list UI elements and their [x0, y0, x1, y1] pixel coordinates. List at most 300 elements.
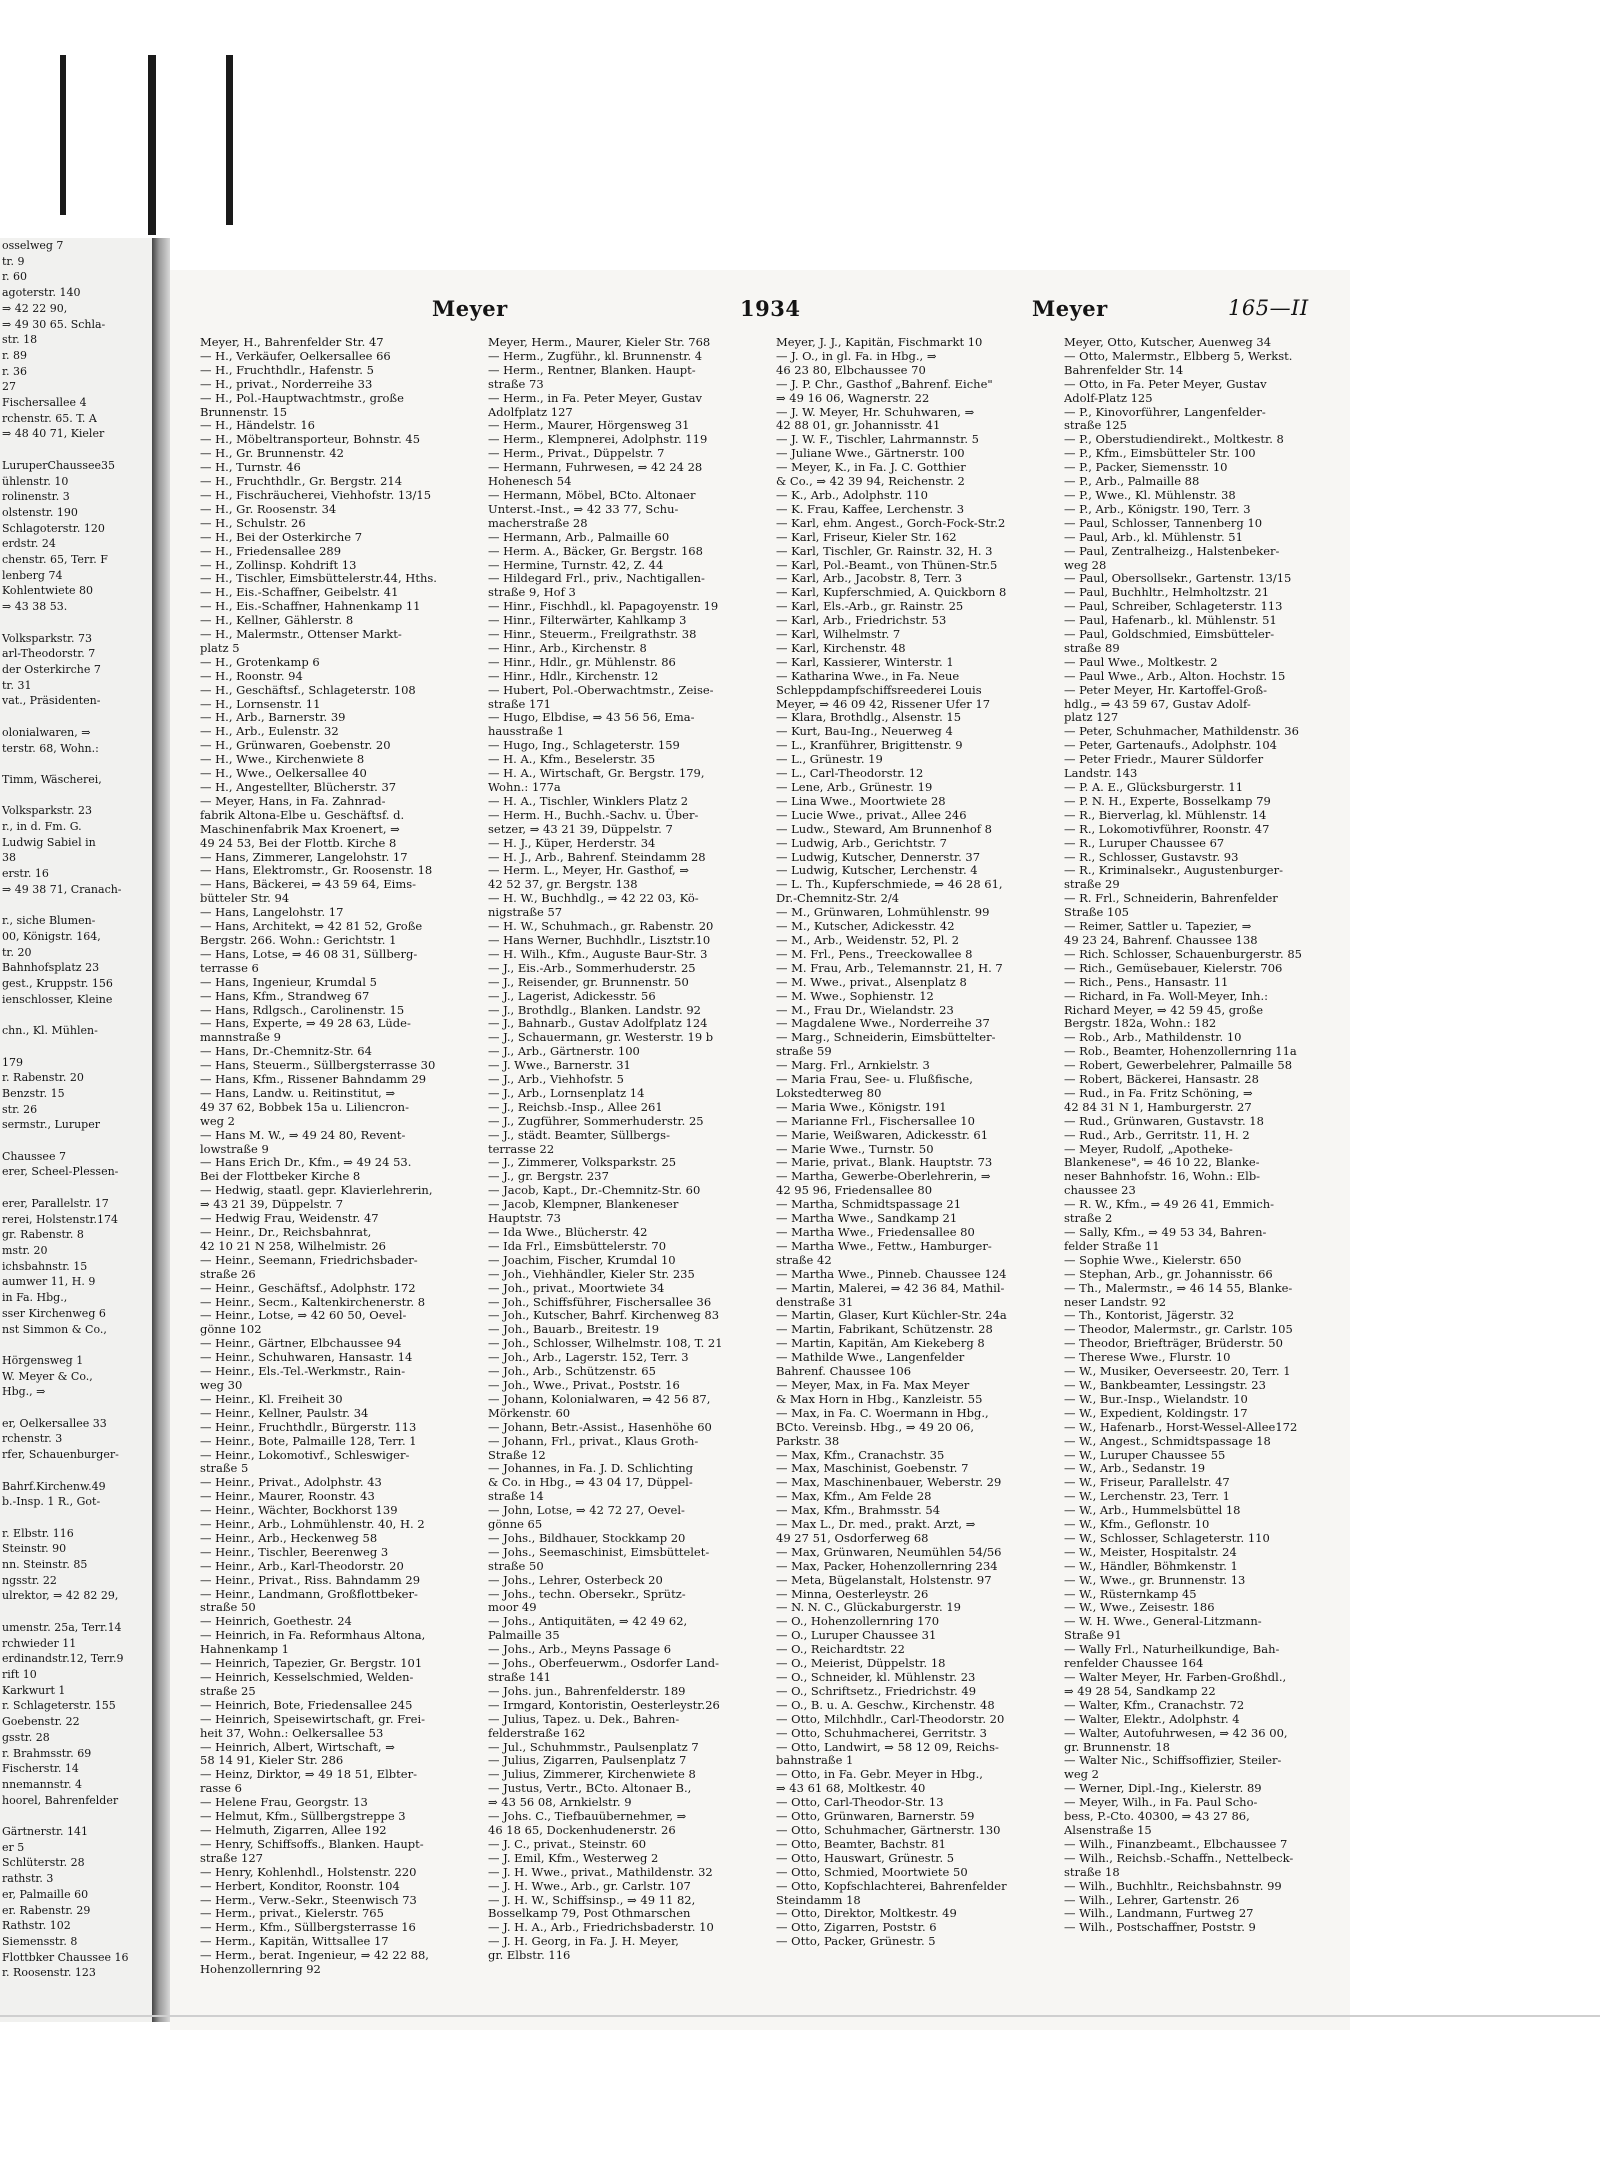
directory-entry: — H., Geschäftsf., Schlageterstr. 108 — [200, 682, 416, 697]
directory-entry: straße 50 — [488, 1558, 544, 1573]
directory-entry: — Max, in Fa. C. Woermann in Hbg., — [776, 1405, 989, 1420]
directory-entry: — Julius, Tapez. u. Dek., Bahren- — [488, 1711, 680, 1726]
directory-entry: — Karl, ehm. Angest., Gorch-Fock-Str.2 — [776, 515, 1006, 530]
directory-entry: & Co. in Hbg., ⇒ 43 04 17, Düppel- — [488, 1475, 693, 1490]
directory-entry: — J. P. Chr., Gasthof „Bahrenf. Eiche" — [776, 376, 993, 391]
left-page-line: 00, Königstr. 164, — [2, 929, 101, 943]
left-page-line: er. Rabenstr. 29 — [2, 1903, 91, 1917]
scan-edge-left — [60, 55, 66, 215]
directory-entry: — Maria Frau, See- u. Flußfische, — [776, 1072, 973, 1087]
left-page-line: Rathstr. 102 — [2, 1919, 71, 1933]
directory-entry: — H., Eis.-Schaffner, Hahnenkamp 11 — [200, 599, 421, 614]
directory-entry: — H., Tischler, Eimsbüttelerstr.44, Hths. — [200, 571, 437, 586]
left-page-line: mstr. 20 — [2, 1244, 48, 1257]
directory-column-1 — [200, 336, 482, 1977]
directory-entry: — Martin, Malerei, ⇒ 42 36 84, Mathil- — [776, 1280, 1005, 1295]
directory-entry: — Ludwig, Kutscher, Lerchenstr. 4 — [776, 863, 978, 878]
directory-entry: — Max, Kfm., Am Felde 28 — [776, 1489, 932, 1504]
directory-entry: — Joh., Schiffsführer, Fischersallee 36 — [488, 1294, 712, 1309]
left-page-line: ngsstr. 22 — [2, 1573, 57, 1587]
page-header — [170, 270, 1350, 330]
directory-entry: neser Landstr. 92 — [1064, 1294, 1167, 1309]
directory-entry: — Otto, Milchhdlr., Carl-Theodorstr. 20 — [776, 1711, 1005, 1726]
directory-entry: straße 127 — [200, 1850, 263, 1865]
directory-entry: — Heinr., Dr., Reichsbahnrat, — [200, 1225, 372, 1239]
directory-entry: — Max, Grünwaren, Neumühlen 54/56 — [776, 1544, 1002, 1559]
directory-entry: — Marianne Frl., Fischersallee 10 — [776, 1113, 975, 1128]
directory-entry: — W., Schlosser, Schlageterstr. 110 — [1064, 1530, 1270, 1545]
directory-entry: — Herm., Kfm., Süllbergsterrasse 16 — [200, 1920, 416, 1935]
directory-entry: — W., Musiker, Oeverseestr. 20, Terr. 1 — [1064, 1364, 1291, 1379]
left-page-line: lenberg 74 — [2, 568, 63, 582]
directory-entry: — J., Arb., Gärtnerstr. 100 — [488, 1044, 640, 1059]
directory-entry: — Karl, Els.-Arb., gr. Rainstr. 25 — [776, 599, 964, 614]
directory-entry: — J. H. Wwe., Arb., gr. Carlstr. 107 — [488, 1878, 691, 1893]
scan-edge-right — [226, 55, 233, 225]
directory-entry: — W., Friseur, Parallelstr. 47 — [1064, 1475, 1230, 1490]
directory-entry: — Karl, Arb., Jacobstr. 8, Terr. 3 — [776, 571, 963, 586]
directory-entry: — Martin, Fabrikant, Schützenstr. 28 — [776, 1322, 993, 1337]
directory-entry: — Lina Wwe., Moortwiete 28 — [776, 793, 946, 808]
left-page-line: hoorel, Bahrenfelder — [2, 1793, 119, 1807]
directory-entry: — Heinrich, Bote, Friedensallee 245 — [200, 1697, 413, 1712]
directory-entry: — H., Händelstr. 16 — [200, 418, 315, 433]
directory-entry: — H., Gr. Brunnenstr. 42 — [200, 446, 344, 461]
directory-entry: — W., Luruper Chaussee 55 — [1064, 1447, 1226, 1462]
directory-entry: — Julius, Zimmerer, Kirchenwiete 8 — [488, 1767, 696, 1782]
directory-entry: — Heinr., Lokomotivf., Schleswiger- — [200, 1447, 410, 1462]
directory-entry: — P., Packer, Siemensstr. 10 — [1064, 460, 1228, 475]
directory-entry: — Otto, Landwirt, ⇒ 58 12 09, Reichs- — [776, 1739, 999, 1754]
directory-entry: Unterst.-Inst., ⇒ 42 33 77, Schu- — [488, 501, 679, 516]
left-page-line: r. Elbstr. 116 — [2, 1526, 74, 1540]
directory-entry: — R., Luruper Chaussee 67 — [1064, 835, 1225, 850]
directory-entry: — Otto, Carl-Theodor-Str. 13 — [776, 1795, 944, 1810]
directory-entry: — H., Fruchthdlr., Gr. Bergstr. 214 — [200, 474, 403, 489]
page-number: 165—II — [1228, 296, 1309, 320]
left-page-line: Gärtnerstr. 141 — [2, 1825, 88, 1839]
directory-entry: — K., Arb., Adolphstr. 110 — [776, 487, 928, 502]
left-page-line: W. Meyer & Co., — [2, 1369, 93, 1383]
left-page-line: osselweg 7 — [2, 239, 64, 252]
directory-entry: Straße 105 — [1064, 905, 1129, 920]
left-page-line: ⇒ 42 22 90, — [2, 301, 68, 315]
directory-entry: — Rud., in Fa. Fritz Schöning, ⇒ — [1064, 1085, 1253, 1100]
directory-entry: — Hermann, Fuhrwesen, ⇒ 42 24 28 — [488, 460, 703, 475]
directory-entry: — Sally, Kfm., ⇒ 49 53 34, Bahren- — [1064, 1225, 1267, 1239]
directory-entry: — Rud., Arb., Gerritstr. 11, H. 2 — [1064, 1127, 1250, 1142]
directory-entry: — H., Bei der Osterkirche 7 — [200, 529, 363, 544]
directory-entry: — Hedwig, staatl. gepr. Klavierlehrerin, — [200, 1183, 433, 1198]
left-page-line: r. Schlageterstr. 155 — [2, 1699, 116, 1713]
directory-entry: — Heinrich, Tapezier, Gr. Bergstr. 101 — [200, 1656, 423, 1671]
directory-entry: & Max Horn in Hbg., Kanzleistr. 55 — [776, 1391, 983, 1406]
directory-entry: — M. Wwe., privat., Alsenplatz 8 — [776, 974, 967, 989]
left-page-line: Fischersallee 4 — [2, 396, 87, 410]
left-page-line — [0, 709, 152, 725]
directory-entry: — Rich., Gemüsebauer, Kielerstr. 706 — [1064, 960, 1283, 975]
directory-entry: straße 2 — [1064, 1211, 1113, 1226]
directory-entry: Maschinenfabrik Max Kroenert, ⇒ — [200, 821, 400, 836]
directory-entry: — J., Reisender, gr. Brunnenstr. 50 — [488, 974, 689, 989]
directory-entry: — Martin, Glaser, Kurt Küchler-Str. 24a — [776, 1308, 1007, 1323]
left-page-fragment — [0, 238, 154, 2022]
directory-entry: straße 9, Hof 3 — [488, 585, 576, 600]
header-year: 1934 — [740, 296, 801, 321]
directory-entry: — O., Hohenzollernring 170 — [776, 1614, 940, 1629]
left-page-lines — [0, 238, 152, 1981]
directory-entry: — Otto, Packer, Grünestr. 5 — [776, 1934, 936, 1949]
directory-entry: Bahrenf. Chaussee 106 — [776, 1364, 912, 1379]
directory-entry: — H. J., Arb., Bahrenf. Steindamm 28 — [488, 849, 706, 864]
directory-entry: Palmaille 35 — [488, 1628, 560, 1643]
directory-entry: — Julius, Zigarren, Paulsenplatz 7 — [488, 1753, 687, 1768]
directory-entry: — J. W. Meyer, Hr. Schuhwaren, ⇒ — [776, 404, 975, 419]
directory-entry: — Heinrich, Speisewirtschaft, gr. Frei- — [200, 1711, 426, 1726]
directory-entry: — H., Wwe., Kirchenwiete 8 — [200, 752, 365, 767]
directory-entry: — Karl, Tischler, Gr. Rainstr. 32, H. 3 — [776, 543, 993, 558]
directory-entry: — Heinr., Privat., Adolphstr. 43 — [200, 1475, 382, 1490]
directory-entry: — Karl, Kupferschmied, A. Quickborn 8 — [776, 585, 1007, 600]
directory-entry: — Joachim, Fischer, Krumdal 10 — [488, 1252, 676, 1267]
directory-entry: — Magdalene Wwe., Norderreihe 37 — [776, 1016, 990, 1031]
directory-entry: — P., Arb., Palmaille 88 — [1064, 474, 1200, 489]
directory-entry: bess, P.-Cto. 40300, ⇒ 43 27 86, — [1064, 1809, 1250, 1824]
directory-entry: — Paul, Schreiber, Schlageterstr. 113 — [1064, 599, 1283, 614]
left-page-line: tr. 9 — [2, 254, 25, 268]
directory-entry: — Walter Nic., Schiffsoffizier, Steiler- — [1064, 1753, 1282, 1768]
directory-entry: — Sophie Wwe., Kielerstr. 650 — [1064, 1252, 1242, 1267]
directory-entry: — P., Oberstudiendirekt., Moltkestr. 8 — [1064, 432, 1284, 447]
left-page-line: LuruperChaussee35 — [2, 458, 115, 472]
header-left-name: Meyer — [432, 296, 508, 321]
directory-entry: — Herm., berat. Ingenieur, ⇒ 42 22 88, — [200, 1948, 429, 1963]
directory-entry: Steindamm 18 — [776, 1892, 861, 1907]
directory-entry: — Wilh., Landmann, Furtweg 27 — [1064, 1906, 1254, 1921]
directory-entry: — J., Zugführer, Sommerhuderstr. 25 — [488, 1113, 704, 1128]
directory-entry: — Hans, Bäckerei, ⇒ 43 59 64, Eims- — [200, 877, 417, 892]
directory-entry: — Heinrich, in Fa. Reformhaus Altona, — [200, 1628, 426, 1643]
directory-entry: — W., Händler, Böhmkenstr. 1 — [1064, 1558, 1238, 1573]
left-page-line: nst Simmon & Co., — [2, 1322, 107, 1336]
directory-entry: mannstraße 9 — [200, 1030, 281, 1045]
directory-entry: — Meyer, Max, in Fa. Max Meyer — [776, 1377, 970, 1392]
directory-entry: — Heinr., Bote, Palmaille 128, Terr. 1 — [200, 1433, 417, 1448]
directory-entry: heit 37, Wohn.: Oelkersallee 53 — [200, 1725, 384, 1740]
directory-entry: — H. W., Schuhmach., gr. Rabenstr. 20 — [488, 919, 714, 934]
directory-entry: — H., Zollinsp. Kohdrift 13 — [200, 557, 357, 572]
directory-entry: — Johs., techn. Obersekr., Sprütz- — [488, 1586, 686, 1601]
directory-entry: — Hans Werner, Buchhdlr., Lisztstr.10 — [488, 932, 711, 947]
left-page-line: Hörgensweg 1 — [2, 1353, 84, 1367]
directory-entry: — Walter, Elektr., Adolphstr. 4 — [1064, 1711, 1240, 1726]
directory-entry: — W., Kfm., Geflonstr. 10 — [1064, 1517, 1210, 1532]
directory-entry: — Henry, Schiffsoffs., Blanken. Haupt- — [200, 1836, 424, 1851]
directory-entry: — O., Reichardtstr. 22 — [776, 1642, 905, 1657]
directory-entry: — M., Kutscher, Adickesstr. 42 — [776, 919, 955, 934]
directory-entry: — W., Arb., Sedanstr. 19 — [1064, 1461, 1206, 1476]
left-page-line: Schlüterstr. 28 — [2, 1856, 85, 1870]
left-page-line: rchenstr. 3 — [2, 1432, 63, 1446]
directory-entry: — J., Lagerist, Adickesstr. 56 — [488, 988, 656, 1003]
directory-entry: — Richard, in Fa. Woll-Meyer, Inh.: — [1064, 988, 1268, 1003]
directory-entry: — J. O., in gl. Fa. in Hbg., ⇒ — [776, 348, 937, 363]
directory-entry: — O., Meierist, Düppelstr. 18 — [776, 1656, 946, 1671]
directory-entry: — K. Frau, Kaffee, Lerchenstr. 3 — [776, 501, 965, 516]
directory-entry: — Klara, Brothdlg., Alsenstr. 15 — [776, 710, 962, 725]
directory-entry: — Joh., Kutscher, Bahrf. Kirchenweg 83 — [488, 1308, 720, 1323]
directory-entry: 42 10 21 N 258, Wilhelmistr. 26 — [200, 1238, 386, 1253]
left-page-line: 179 — [2, 1055, 23, 1069]
directory-entry: — Robert, Bäckerei, Hansastr. 28 — [1064, 1072, 1259, 1087]
left-page-line: ulrektor, ⇒ 42 82 29, — [2, 1589, 119, 1603]
left-page-line: r. 36 — [2, 364, 28, 378]
directory-entry: — Otto, Schmied, Moortwiete 50 — [776, 1864, 968, 1879]
left-page-line: ⇒ 49 38 71, Cranach- — [2, 882, 122, 896]
directory-entry: — P., Kinovorführer, Langenfelder- — [1064, 404, 1266, 419]
directory-entry: hdlg., ⇒ 43 59 67, Gustav Adolf- — [1064, 696, 1251, 711]
directory-entry: straße 25 — [200, 1683, 256, 1698]
directory-entry: platz 127 — [1064, 710, 1119, 725]
directory-entry: — H. Wilh., Kfm., Auguste Baur-Str. 3 — [488, 946, 708, 961]
directory-entry: — Wilh., Reichsb.-Schaffn., Nettelbeck- — [1064, 1850, 1294, 1865]
directory-entry: Dr.-Chemnitz-Str. 2/4 — [776, 891, 900, 906]
directory-entry: — Helene Frau, Georgstr. 13 — [200, 1795, 368, 1810]
left-page-line: rchenstr. 65. T. A — [2, 411, 97, 425]
directory-entry: — Max, Kfm., Brahmsstr. 54 — [776, 1503, 941, 1518]
directory-entry: rasse 6 — [200, 1781, 242, 1796]
directory-entry: straße 141 — [488, 1670, 551, 1684]
directory-entry: — Hans, Kfm., Rissener Bahndamm 29 — [200, 1072, 427, 1087]
directory-entry: — Paul, Goldschmied, Eimsbütteler- — [1064, 627, 1275, 642]
directory-entry: — H., Kellner, Gählerstr. 8 — [200, 613, 354, 628]
directory-entry: Bosselkamp 79, Post Othmarschen — [488, 1906, 691, 1921]
directory-entry: — Werner, Dipl.-Ing., Kielerstr. 89 — [1064, 1781, 1262, 1796]
directory-entry: & Co., ⇒ 42 39 94, Reichenstr. 2 — [776, 474, 965, 489]
directory-entry: — Helmut, Kfm., Süllbergstreppe 3 — [200, 1809, 406, 1824]
directory-entry: — Jacob, Klempner, Blankeneser — [488, 1197, 679, 1212]
directory-entry: Bergstr. 266. Wohn.: Gerichtstr. 1 — [200, 932, 397, 947]
directory-entry: — W., Bankbeamter, Lessingstr. 23 — [1064, 1377, 1266, 1392]
directory-entry: — Robert, Gewerbelehrer, Palmaille 58 — [1064, 1058, 1293, 1073]
directory-entry: ⇒ 43 61 68, Moltkestr. 40 — [776, 1781, 926, 1796]
directory-entry: straße 125 — [1064, 418, 1127, 433]
directory-entry: — J., Brothdlg., Blanken. Landstr. 92 — [488, 1002, 701, 1017]
directory-entry: — L., Carl-Theodorstr. 12 — [776, 766, 924, 781]
directory-entry: straße 29 — [1064, 877, 1120, 892]
directory-entry: Bei der Flottbeker Kirche 8 — [200, 1169, 361, 1184]
directory-entry: 49 37 62, Bobbek 15a u. Liliencron- — [200, 1099, 409, 1114]
directory-entry: — Joh., Arb., Schützenstr. 65 — [488, 1364, 656, 1379]
directory-entry: BCto. Vereinsb. Hbg., ⇒ 49 20 06, — [776, 1419, 975, 1434]
directory-entry: — J. H. Wwe., privat., Mathildenstr. 32 — [488, 1864, 713, 1879]
directory-entry: Bergstr. 182a, Wohn.: 182 — [1064, 1016, 1217, 1031]
directory-entry: — Hans, Experte, ⇒ 49 28 63, Lüde- — [200, 1016, 411, 1031]
directory-entry: — W., Expedient, Koldingstr. 17 — [1064, 1405, 1248, 1420]
directory-entry: ⇒ 43 21 39, Düppelstr. 7 — [200, 1197, 344, 1212]
directory-column-3 — [776, 336, 1058, 1949]
directory-entry: — Mathilde Wwe., Langenfelder — [776, 1350, 965, 1365]
directory-entry: — Ludwig, Arb., Gerichtstr. 7 — [776, 835, 947, 850]
left-page-line: Benzstr. 15 — [2, 1086, 65, 1100]
directory-entry: — Martha Wwe., Friedensallee 80 — [776, 1225, 975, 1239]
directory-entry: Meyer, J. J., Kapitän, Fischmarkt 10 — [776, 336, 983, 349]
left-page-line: sermstr., Luruper — [2, 1118, 100, 1132]
directory-entry: — Theodor, Briefträger, Brüderstr. 50 — [1064, 1336, 1283, 1351]
directory-entry: — Peter Friedr., Maurer Süldorfer — [1064, 752, 1264, 767]
directory-entry: gönne 65 — [488, 1517, 543, 1532]
directory-entry: — Johann, Frl., privat., Klaus Groth- — [488, 1433, 699, 1448]
directory-entry: — Justus, Vertr., BCto. Altonaer B., — [488, 1781, 692, 1796]
directory-entry: — J., Reichsb.-Insp., Allee 261 — [488, 1099, 663, 1114]
directory-entry: — Herm., privat., Kielerstr. 765 — [200, 1906, 384, 1921]
directory-entry: Lokstedterweg 80 — [776, 1085, 882, 1100]
directory-entry: — Heinr., Wächter, Bockhorst 139 — [200, 1503, 398, 1518]
directory-entry: — Reimer, Sattler u. Tapezier, ⇒ — [1064, 919, 1252, 934]
directory-entry: — Minna, Oesterleystr. 26 — [776, 1586, 929, 1601]
directory-entry: — P., Arb., Königstr. 190, Terr. 3 — [1064, 501, 1251, 516]
directory-entry: weg 28 — [1064, 557, 1107, 572]
directory-entry: — Th., Malermstr., ⇒ 46 14 55, Blanke- — [1064, 1280, 1293, 1295]
directory-entry: — Hans, Dr.-Chemnitz-Str. 64 — [200, 1044, 372, 1059]
directory-entry: — W., Hafenarb., Horst-Wessel-Allee172 — [1064, 1419, 1298, 1434]
directory-entry: — Heinr., Geschäftsf., Adolphstr. 172 — [200, 1280, 416, 1295]
directory-entry: Meyer, Herm., Maurer, Kieler Str. 768 — [488, 336, 711, 349]
directory-entry: — Peter, Schuhmacher, Mathildenstr. 36 — [1064, 724, 1299, 739]
directory-entry: — Heinrich, Goethestr. 24 — [200, 1614, 352, 1629]
directory-entry: — Karl, Wilhelmstr. 7 — [776, 627, 901, 642]
directory-entry: — J., Eis.-Arb., Sommerhuderstr. 25 — [488, 960, 696, 975]
left-page-line: Ludwig Sabiel in — [2, 835, 96, 849]
directory-entry: — H., privat., Norderreihe 33 — [200, 376, 373, 391]
directory-entry: — Joh., Schlosser, Wilhelmstr. 108, T. 21 — [488, 1336, 723, 1351]
left-page-line: erer, Scheel-Plessen- — [2, 1165, 119, 1179]
directory-entry: — Max, Maschinenbauer, Weberstr. 29 — [776, 1475, 1002, 1490]
directory-entry: — J., Bahnarb., Gustav Adolfplatz 124 — [488, 1016, 708, 1031]
directory-entry: — Karl, Friseur, Kieler Str. 162 — [776, 529, 957, 544]
directory-entry: Meyer, H., Bahrenfelder Str. 47 — [200, 336, 384, 349]
left-page-line: arl-Theodorstr. 7 — [2, 647, 96, 661]
directory-entry: — Otto, Schuhmacherei, Gerritstr. 3 — [776, 1725, 987, 1740]
directory-entry: — M. Frl., Pens., Treeckowallee 8 — [776, 946, 973, 961]
left-page-line: 38 — [2, 851, 16, 865]
directory-entry: — H., Pol.-Hauptwachtmstr., große — [200, 390, 404, 405]
directory-entry: — Joh., Arb., Lagerstr. 152, Terr. 3 — [488, 1350, 689, 1365]
directory-entry: — Jul., Schuhmmstr., Paulsenplatz 7 — [488, 1739, 699, 1754]
directory-entry: — H., Arb., Barnerstr. 39 — [200, 710, 346, 725]
directory-entry: — Heinz, Dirktor, ⇒ 49 18 51, Elbter- — [200, 1767, 417, 1782]
directory-entry: — Wilh., Buchhltr., Reichsbahnstr. 99 — [1064, 1878, 1282, 1893]
directory-entry: — Paul, Arb., kl. Mühlenstr. 51 — [1064, 529, 1243, 544]
directory-entry: — Johs., Antiquitäten, ⇒ 42 49 62, — [488, 1614, 688, 1629]
directory-entry: — Heinr., Privat., Riss. Bahndamm 29 — [200, 1572, 421, 1587]
directory-entry: — W., Rüsternkamp 45 — [1064, 1586, 1197, 1601]
directory-entry: gr. Brunnenstr. 18 — [1064, 1739, 1170, 1754]
directory-entry: — Otto, Direktor, Moltkestr. 49 — [776, 1906, 957, 1921]
directory-entry: — J. W. F., Tischler, Lahrmannstr. 5 — [776, 432, 979, 447]
directory-entry: macherstraße 28 — [488, 515, 588, 530]
directory-entry: — Marg. Frl., Arnkielstr. 3 — [776, 1058, 930, 1073]
directory-entry: — Katharina Wwe., in Fa. Neue — [776, 668, 960, 683]
left-page-line: str. 18 — [2, 333, 38, 347]
directory-entry: — Hugo, Ing., Schlageterstr. 159 — [488, 738, 680, 753]
directory-entry: — L., Kranführer, Brigittenstr. 9 — [776, 738, 963, 753]
directory-entry: — Meta, Bügelanstalt, Holstenstr. 97 — [776, 1572, 992, 1587]
left-page-line — [0, 1039, 152, 1055]
directory-entry: — W., Bur.-Insp., Wielandstr. 10 — [1064, 1391, 1248, 1406]
directory-entry: — Karl, Pol.-Beamt., von Thünen-Str.5 — [776, 557, 998, 572]
directory-entry: — Herm., Kapitän, Wittsallee 17 — [200, 1934, 389, 1949]
directory-entry: — Ida Frl., Eimsbüttelerstr. 70 — [488, 1238, 667, 1253]
directory-entry: Wohn.: 177a — [488, 780, 561, 794]
directory-entry: — Hedwig Frau, Weidenstr. 47 — [200, 1211, 379, 1226]
left-page-line: Karkwurt 1 — [2, 1683, 66, 1697]
directory-entry: — H., Roonstr. 94 — [200, 668, 303, 683]
directory-entry: nigstraße 57 — [488, 905, 563, 920]
directory-entry: — J. H. Georg, in Fa. J. H. Meyer, — [488, 1934, 679, 1949]
directory-entry: — Rob., Beamter, Hohenzollernring 11a — [1064, 1044, 1297, 1059]
directory-entry: — Otto, Grünwaren, Barnerstr. 59 — [776, 1809, 975, 1824]
directory-entry: — Hans, Lotse, ⇒ 46 08 31, Süllberg- — [200, 946, 418, 961]
directory-entry: straße 14 — [488, 1489, 544, 1504]
left-page-line: Flottbker Chaussee 16 — [2, 1950, 129, 1964]
directory-entry: — J., Zimmerer, Volksparkstr. 25 — [488, 1155, 677, 1170]
left-page-line — [0, 1604, 152, 1620]
directory-entry: — L., Grünestr. 19 — [776, 752, 883, 767]
left-page-line — [0, 1007, 152, 1023]
directory-entry: — H. A., Tischler, Winklers Platz 2 — [488, 793, 689, 808]
directory-entry: — H., Fruchthdlr., Hafenstr. 5 — [200, 362, 374, 377]
directory-entry: — Wally Frl., Naturheilkundige, Bah- — [1064, 1642, 1280, 1657]
directory-entry: 42 84 31 N 1, Hamburgerstr. 27 — [1064, 1099, 1252, 1114]
book-gutter — [152, 238, 170, 2022]
directory-entry: Adolfplatz 127 — [488, 404, 573, 419]
directory-entry: Schleppdampfschiffsreederei Louis — [776, 682, 982, 697]
left-page-line: b.-Insp. 1 R., Got- — [2, 1495, 101, 1509]
directory-entry: — M., Frau Dr., Wielandstr. 23 — [776, 1002, 954, 1017]
directory-entry: Blankenese", ⇒ 46 10 22, Blanke- — [1064, 1155, 1260, 1170]
directory-entry: — Martha Wwe., Pinneb. Chaussee 124 — [776, 1266, 1007, 1281]
directory-entry: — Th., Kontorist, Jägerstr. 32 — [1064, 1308, 1235, 1323]
directory-entry: — Rob., Arb., Mathildenstr. 10 — [1064, 1030, 1242, 1045]
directory-entry: — Meyer, Rudolf, „Apotheke- — [1064, 1141, 1233, 1156]
left-page-line: er, Palmaille 60 — [2, 1887, 89, 1901]
directory-entry: — Rich. Schlosser, Schauenburgerstr. 85 — [1064, 946, 1302, 961]
directory-entry: — H., Turnstr. 46 — [200, 460, 301, 475]
directory-entry: — W., Lerchenstr. 23, Terr. 1 — [1064, 1489, 1230, 1504]
directory-entry: Parkstr. 38 — [776, 1433, 840, 1448]
directory-entry: — M., Arb., Weidenstr. 52, Pl. 2 — [776, 932, 960, 947]
directory-entry: — Ludw., Steward, Am Brunnenhof 8 — [776, 821, 992, 836]
left-page-line: Steinstr. 90 — [2, 1542, 67, 1556]
directory-entry: — Paul Wwe., Moltkestr. 2 — [1064, 654, 1218, 669]
directory-entry: — Juliane Wwe., Gärtnerstr. 100 — [776, 446, 965, 461]
left-page-line: in Fa. Hbg., — [2, 1291, 68, 1305]
left-page-line: r., siche Blumen- — [2, 914, 96, 928]
directory-entry: 46 23 80, Elbchaussee 70 — [776, 362, 926, 377]
directory-entry: Richard Meyer, ⇒ 42 59 45, große — [1064, 1002, 1264, 1017]
directory-entry: — J. C., privat., Steinstr. 60 — [488, 1836, 647, 1851]
directory-entry: moor 49 — [488, 1600, 537, 1615]
directory-entry: — H., Angestellter, Blücherstr. 37 — [200, 780, 397, 794]
directory-entry: straße 89 — [1064, 640, 1120, 655]
directory-entry: — Herm. L., Meyer, Hr. Gasthof, ⇒ — [488, 863, 689, 878]
directory-entry: lowstraße 9 — [200, 1141, 269, 1156]
left-page-line: ienschlosser, Kleine — [2, 992, 113, 1006]
directory-entry: — Heinr., Arb., Karl-Theodorstr. 20 — [200, 1558, 404, 1573]
directory-entry: — Otto, in Fa. Peter Meyer, Gustav — [1064, 376, 1267, 391]
directory-entry: — P., Wwe., Kl. Mühlenstr. 38 — [1064, 487, 1236, 502]
